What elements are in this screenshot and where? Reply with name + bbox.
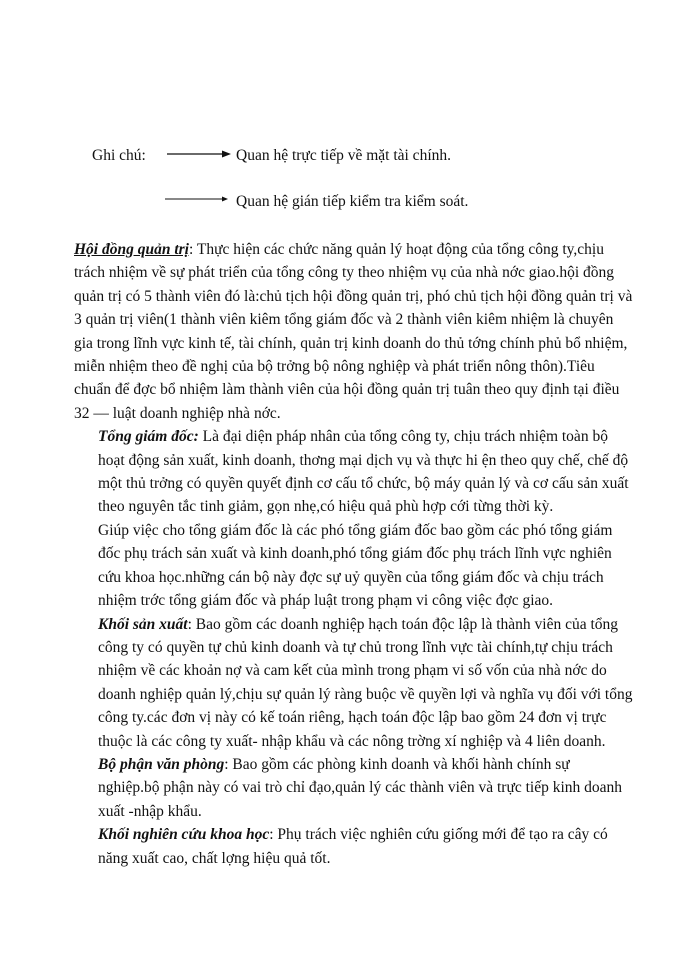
body-text (74, 238, 634, 870)
paragraph-deputy-directors (74, 519, 634, 613)
paragraph-research-block (74, 823, 634, 870)
paragraph-text: : Thực hiện các chức năng quản lý hoạt động của tổng công ty,chịu trách nhiệm về sự phát triển của tổng công ty theo nhiệm vụ của nhà nớc giao.hội đồng quản trị có 5 thành viên đó là:chủ tịch hội đồng quản trị, phó chủ tịch hội đồng quản trị và 3 quản trị viên(1 thành viên kiêm tổng giám đốc và 2 thành viên kiêm nhiệm là chuyên gia trong lĩnh vực kinh tế, tài chính, quản trị kinh doanh do thủ tớng chính phủ bổ nhiệm, miễn nhiệm theo đề nghị của bộ trởng bộ nông nghiệp và phát triển nông thôn).Tiêu chuẩn để đợc bổ nhiệm làm thành viên của hội đồng quản trị tuân theo quy định tại điều 32 — luật doanh nghiệp nhà nớc. (74, 241, 633, 422)
legend-direct-relation: Quan hệ trực tiếp về mặt tài chính. (236, 147, 451, 164)
term-general-director: Tổng giám đốc: (98, 428, 199, 446)
paragraph-text: : Phụ trách việc nghiên cứu giống mới để tạo ra cây có năng xuất cao, chất lợng hiệu quả tốt. (98, 826, 608, 867)
legend-indirect-relation: Quan hệ gián tiếp kiểm tra kiểm soát. (236, 193, 469, 210)
paragraph-board-of-directors (74, 238, 634, 425)
paragraph-office-department (74, 753, 634, 823)
direct-relation-arrow-icon (166, 148, 232, 160)
paragraph-production-block (74, 613, 634, 753)
term-board-of-directors: Hội đồng quản trị (74, 241, 189, 258)
term-office-department: Bộ phận văn phòng (98, 755, 225, 773)
paragraph-text: Là đại diện pháp nhân của tổng công ty, chịu trách nhiệm toàn bộ hoạt động sản xuất, kinh doanh, thơng mại dịch vụ và thực hi ện theo quy chế, chế độ một thủ trởng có quyền quyết định cơ cấu tổ chức, bộ máy quản lý và cơ cấu sản xuất theo nguyên tắc tinh giảm, gọn nhẹ,có hiệu quả phù hợp cới từng thời kỳ. (98, 428, 629, 516)
legend-label: Ghi chú: (92, 147, 146, 164)
paragraph-text: Giúp việc cho tổng giám đốc là các phó tổng giám đốc bao gồm các phó tổng giám đốc phụ trách sản xuất và kinh doanh,phó tổng giám đốc phụ trách lĩnh vực nghiên cứu khoa học.những cán bộ này đợc sự uỷ quyền của tổng giám đốc và chịu trách nhiệm trớc tổng giám đốc và pháp luật trong phạm vi công việc đợc giao. (98, 521, 613, 610)
paragraph-text: : Bao gồm các phòng kinh doanh và khối hành chính sự nghiệp.bộ phận này có vai trò chỉ đạo,quản lý các thành viên và trực tiếp kinh doanh xuất -nhập khẩu. (98, 755, 623, 820)
paragraph-general-director (74, 425, 634, 519)
term-research-block: Khối nghiên cứu khoa học (98, 826, 270, 844)
indirect-relation-arrow-icon (164, 194, 230, 204)
term-production-block: Khối sản xuất (98, 615, 188, 633)
paragraph-text: : Bao gồm các doanh nghiệp hạch toán độc lập là thành viên của tổng công ty có quyền tự chủ kinh doanh và tự chủ trong lĩnh vực tài chính,tự chịu trách nhiệm về các khoản nợ và cam kết của mình trong phạm vi số vốn của nhà nớc do doanh nghiệp quản lý,chịu sự quản lý ràng buộc về quyền lợi và nghĩa vụ đối với tổng công ty.các đơn vị này có kế toán riêng, hạch toán độc lập bao gồm 24 đơn vị trực thuộc là các công ty xuất- nhập khẩu và các nông trờng xí nghiệp và 4 liên doanh. (98, 615, 633, 750)
